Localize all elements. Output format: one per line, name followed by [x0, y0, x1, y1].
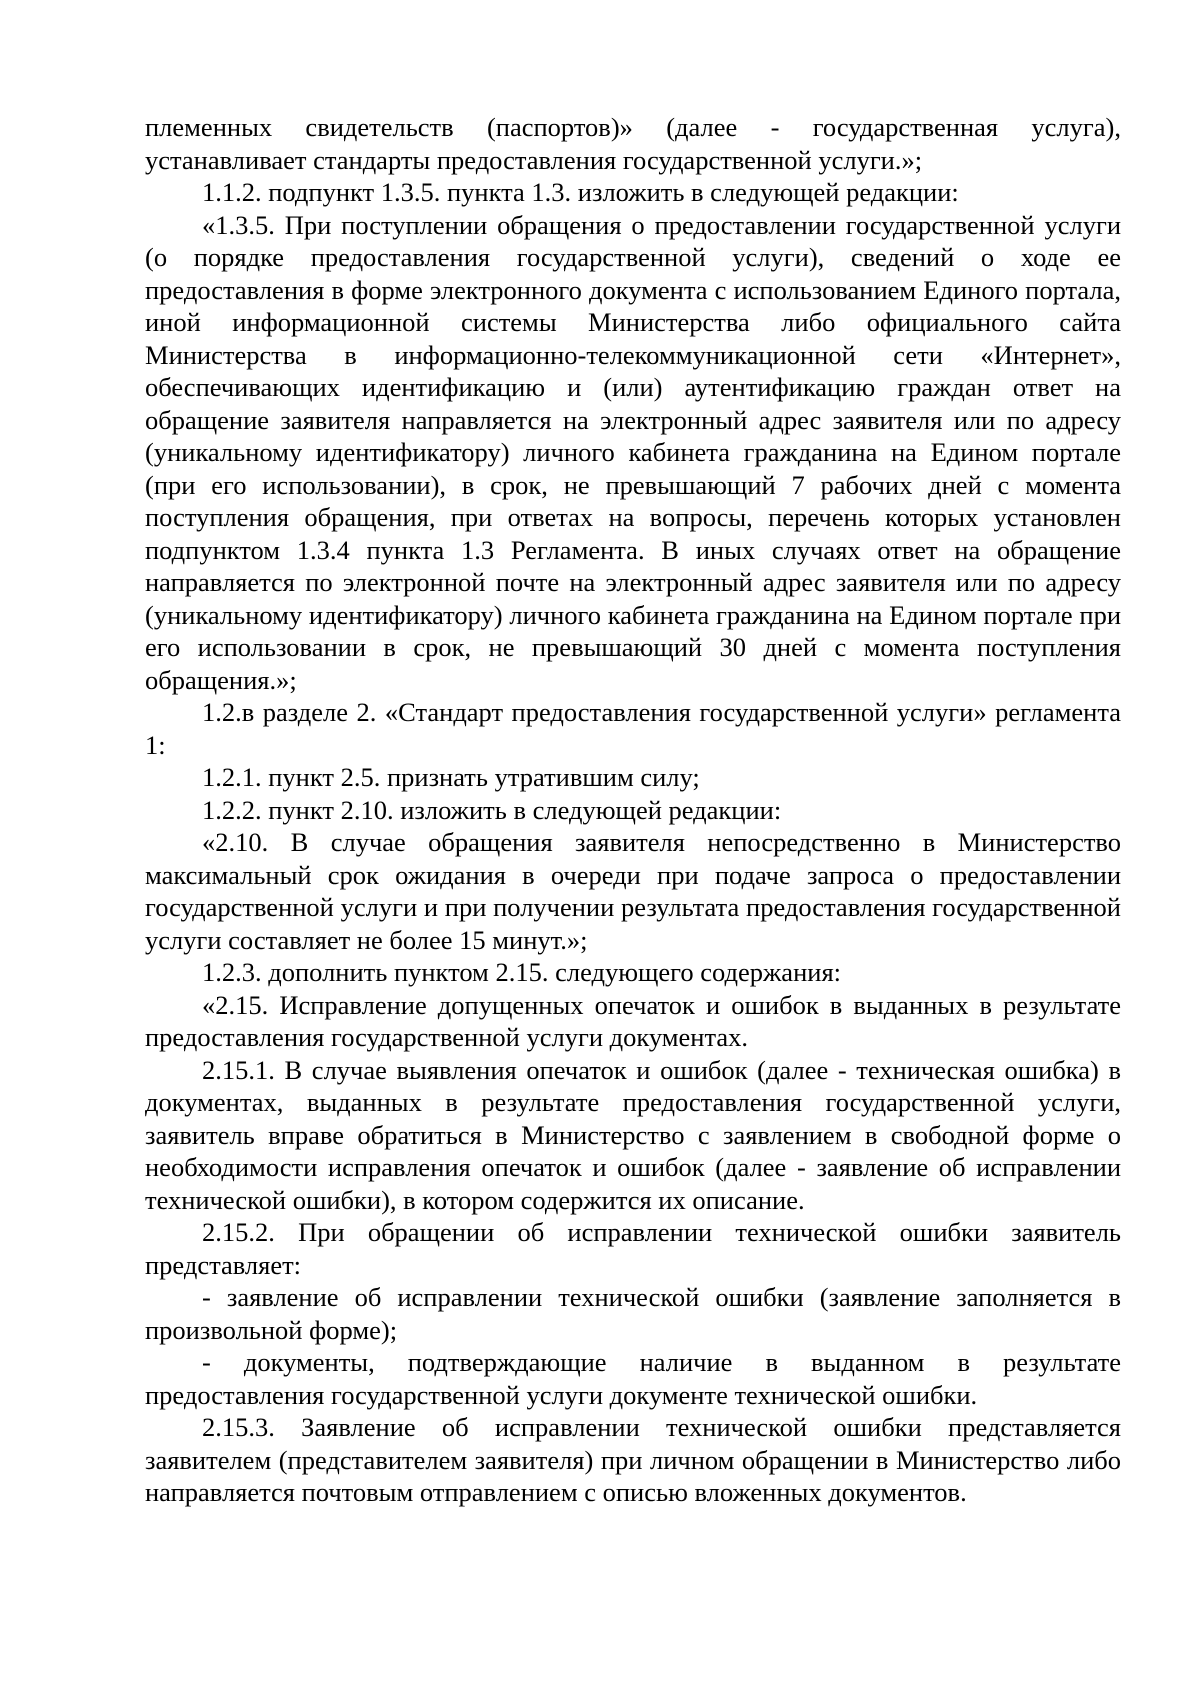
- paragraph-2-15-2: 2.15.2. При обращении об исправлении технической ошибки заявитель представляет:: [145, 1217, 1121, 1280]
- paragraph-2-15: «2.15. Исправление допущенных опечаток и ошибок в выданных в результате предоставления государственной услуги документах.: [145, 989, 1121, 1052]
- paragraph-1-2-2: 1.2.2. пункт 2.10. изложить в следующей редакции:: [202, 794, 782, 825]
- paragraph-2-15-3: 2.15.3. Заявление об исправлении технической ошибки представляется заявителем (представителем заявителя) при личном обращении в Министерство либо направляется почтовым отправлением с описью вложенных документов.: [145, 1412, 1121, 1507]
- list-item-documents: - документы, подтверждающие наличие в выданном в результате предоставления государственной услуги документе технической ошибки.: [145, 1347, 1121, 1410]
- paragraph-1-2-1: 1.2.1. пункт 2.5. признать утратившим силу;: [202, 762, 700, 792]
- paragraph-1-2: 1.2.в разделе 2. «Стандарт предоставления государственной услуги» регламента 1:: [145, 697, 1121, 760]
- list-item-statement: - заявление об исправлении технической ошибки (заявление заполняется в произвольной форме);: [145, 1282, 1121, 1345]
- paragraph-continuation: племенных свидетельств (паспортов)» (далее - государственная услуга), устанавливает стандарты предоставления государственной услуги.»;: [145, 112, 1121, 175]
- paragraph-1-3-5: «1.3.5. При поступлении обращения о предоставлении государственной услуги (о порядке предоставления государственной услуги), сведений о ходе ее предоставления в форме электронного документа с использованием Единого портала, иной информационной системы Министерства либо официального сайта Министерства в информационно-телекоммуникационной сети «Интернет», обеспечивающих идентификацию и (или) аутентификацию граждан ответ на обращение заявителя направляется на электронный адрес заявителя или по адресу (уникальному идентификатору) личного кабинета гражданина на Едином портале (при его использовании), в срок, не превышающий 7 рабочих дней с момента поступления обращения, при ответах на вопросы, перечень которых установлен подпунктом 1.3.4 пункта 1.3 Регламента. В иных случаях ответ на обращение направляется по электронной почте на электронный адрес заявителя или по адресу (уникальному идентификатору) личного кабинета гражданина на Едином портале при его использовании в срок, не превышающий 30 дней с момента поступления обращения.»;: [145, 209, 1121, 695]
- paragraph-1-2-3: 1.2.3. дополнить пунктом 2.15. следующего содержания:: [202, 957, 841, 987]
- paragraph-1-1-2: 1.1.2. подпункт 1.3.5. пункта 1.3. изложить в следующей редакции:: [202, 177, 959, 207]
- document-page: [145, 111, 1121, 1509]
- paragraph-2-15-1: 2.15.1. В случае выявления опечаток и ошибок (далее - техническая ошибка) в документах, выданных в результате предоставления государственной услуги, заявитель вправе обратиться в Министерство с заявлением в свободной форме о необходимости исправления опечаток и ошибок (далее - заявление об исправлении технической ошибки), в котором содержится их описание.: [145, 1054, 1121, 1215]
- paragraph-2-10: «2.10. В случае обращения заявителя непосредственно в Министерство максимальный срок ожидания в очереди при подаче запроса о предоставлении государственной услуги и при получении результата предоставления государственной услуги составляет не более 15 минут.»;: [145, 827, 1121, 955]
